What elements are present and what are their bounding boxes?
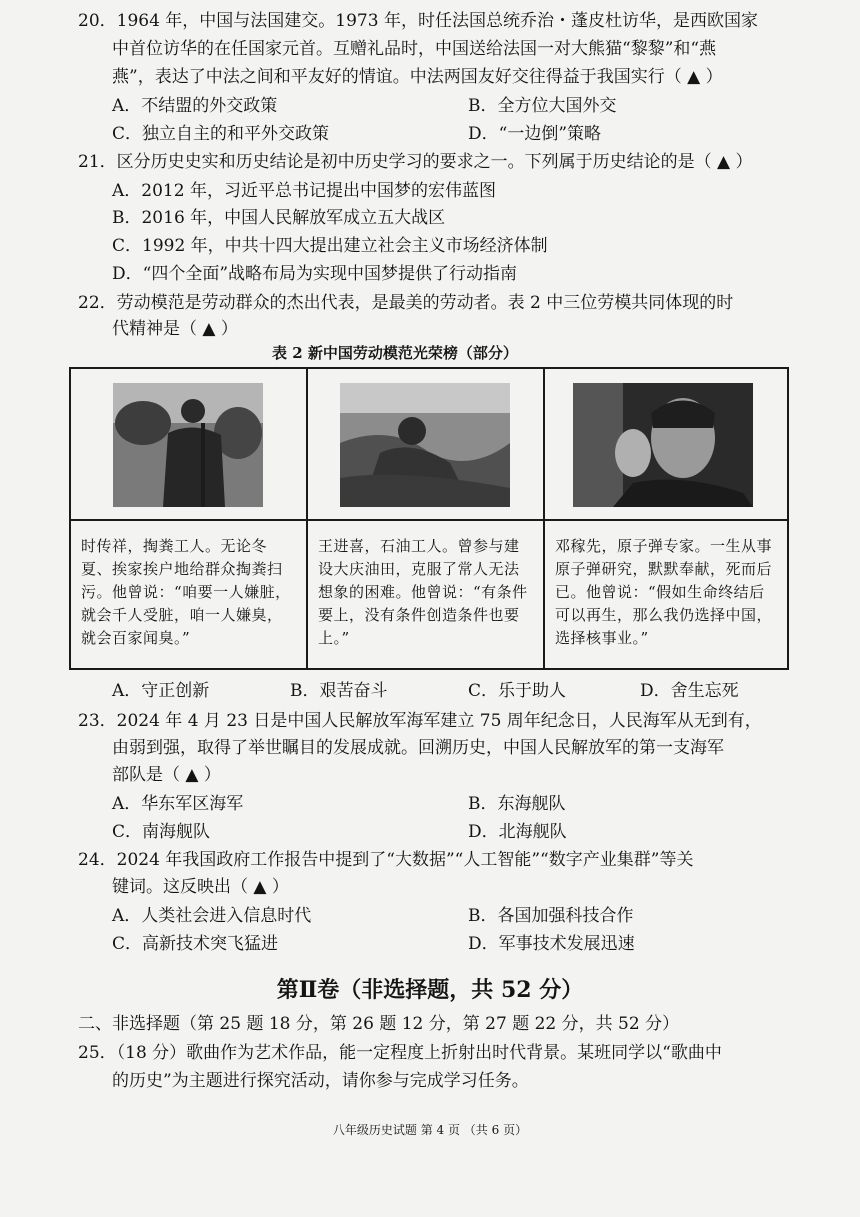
page-footer: 八年级历史试题 第 4 页 （共 6 页） xyxy=(332,1123,528,1137)
desc-cell-2 xyxy=(307,520,544,669)
q20-option-a: A．不结盟的外交政策 xyxy=(112,96,278,116)
q20-option-c: C．独立自主的和平外交政策 xyxy=(112,124,330,144)
q21-option-b: B．2016 年，中国人民解放军成立五大战区 xyxy=(112,208,446,228)
q24-option-c: C．高新技术突飞猛进 xyxy=(112,934,279,954)
photo-cell-1 xyxy=(70,368,307,520)
q22-option-c: C．乐于助人 xyxy=(468,681,567,701)
shi-chuanxiang-description: 时传祥，掏粪工人。无论冬夏、挨家挨户地给群众掏粪扫污。他曾说：“咱要一人嫌脏，就会千人受脏，咱一人嫌臭，就会百家闻臭。” xyxy=(81,537,291,647)
q23-option-d: D．北海舰队 xyxy=(468,822,567,842)
q22-option-b: B．艰苦奋斗 xyxy=(290,681,388,701)
q21-option-d: D．“四个全面”战略布局为实现中国梦提供了行动指南 xyxy=(112,264,518,284)
photo-wang-jinxi xyxy=(340,383,510,507)
q21-option-c: C．1992 年，中共十四大提出建立社会主义市场经济体制 xyxy=(112,236,548,256)
q22-stem-line2: 代精神是（ ▲ ） xyxy=(112,319,238,339)
q23-option-c: C．南海舰队 xyxy=(112,822,211,842)
q22-stem-line1: 22．劳动模范是劳动群众的杰出代表，是最美的劳动者。表 2 中三位劳模共同体现的时 xyxy=(78,293,734,313)
q20-option-d: D．“一边倒”策略 xyxy=(468,124,602,144)
q23-stem-line3: 部队是（ ▲ ） xyxy=(112,765,221,785)
q21-stem-line1: 21．区分历史史实和历史结论是初中历史学习的要求之一。下列属于历史结论的是（ ▲ ） xyxy=(78,152,753,172)
table-caption: 表 2 新中国劳动模范光荣榜（部分） xyxy=(272,344,518,362)
q22-option-a: A．守正创新 xyxy=(112,681,210,701)
wang-jinxi-description: 王进喜，石油工人。曾参与建设大庆油田，克服了常人无法想象的困难。他曾说：“有条件要上，没有条件创造条件也要上。” xyxy=(318,537,528,647)
photo-cell-3 xyxy=(544,368,788,520)
q25-stem-line1: 25．（18 分）歌曲作为艺术作品，能一定程度上折射出时代背景。某班同学以“歌曲中 xyxy=(78,1043,722,1063)
section-2-title: 第Ⅱ卷（非选择题，共 52 分） xyxy=(276,977,584,1003)
q25-stem-line2: 的历史”为主题进行探究活动，请你参与完成学习任务。 xyxy=(112,1071,529,1091)
labor-model-table xyxy=(69,367,789,670)
q24-stem-line2: 键词。这反映出（ ▲ ） xyxy=(112,877,289,897)
section-2-heading: 二、非选择题（第 25 题 18 分，第 26 题 12 分，第 27 题 22 分，共 52 分） xyxy=(78,1014,680,1034)
photo-cell-2 xyxy=(307,368,544,520)
q23-stem-line2: 由弱到强，取得了举世瞩目的发展成就。回溯历史，中国人民解放军的第一支海军 xyxy=(112,738,724,758)
desc-cell-1 xyxy=(70,520,307,669)
photo-deng-jiaxian xyxy=(573,383,753,507)
deng-jiaxian-description: 邓稼先，原子弹专家。一生从事原子弹研究，默默奉献，死而后已。他曾说：“假如生命终结后可以再生，那么我仍选择中国，选择核事业。” xyxy=(555,537,773,647)
q23-option-a: A．华东军区海军 xyxy=(112,794,244,814)
photo-shi-chuanxiang xyxy=(113,383,263,507)
desc-cell-3 xyxy=(544,520,788,669)
q21-option-a: A．2012 年，习近平总书记提出中国梦的宏伟蓝图 xyxy=(112,181,496,201)
q23-option-b: B．东海舰队 xyxy=(468,794,566,814)
q20-stem-line1: 20．1964 年，中国与法国建交。1973 年，时任法国总统乔治・蓬皮杜访华，是西欧国家 xyxy=(78,11,758,31)
q20-option-b: B．全方位大国外交 xyxy=(468,96,617,116)
q23-stem-line1: 23．2024 年 4 月 23 日是中国人民解放军海军建立 75 周年纪念日，人民海军从无到有， xyxy=(78,711,762,731)
q20-stem-line2: 中首位访华的在任国家元首。互赠礼品时，中国送给法国一对大熊猫“黎黎”和“燕 xyxy=(112,39,717,59)
q24-stem-line1: 24．2024 年我国政府工作报告中提到了“大数据”“人工智能”“数字产业集群”等关 xyxy=(78,850,694,870)
q22-option-d: D．舍生忘死 xyxy=(640,681,739,701)
q24-option-b: B．各国加强科技合作 xyxy=(468,906,634,926)
q24-option-a: A．人类社会进入信息时代 xyxy=(112,906,312,926)
q24-option-d: D．军事技术发展迅速 xyxy=(468,934,635,954)
q20-stem-line3: 燕”，表达了中法之间和平友好的情谊。中法两国友好交往得益于我国实行（ ▲ ） xyxy=(112,67,723,87)
